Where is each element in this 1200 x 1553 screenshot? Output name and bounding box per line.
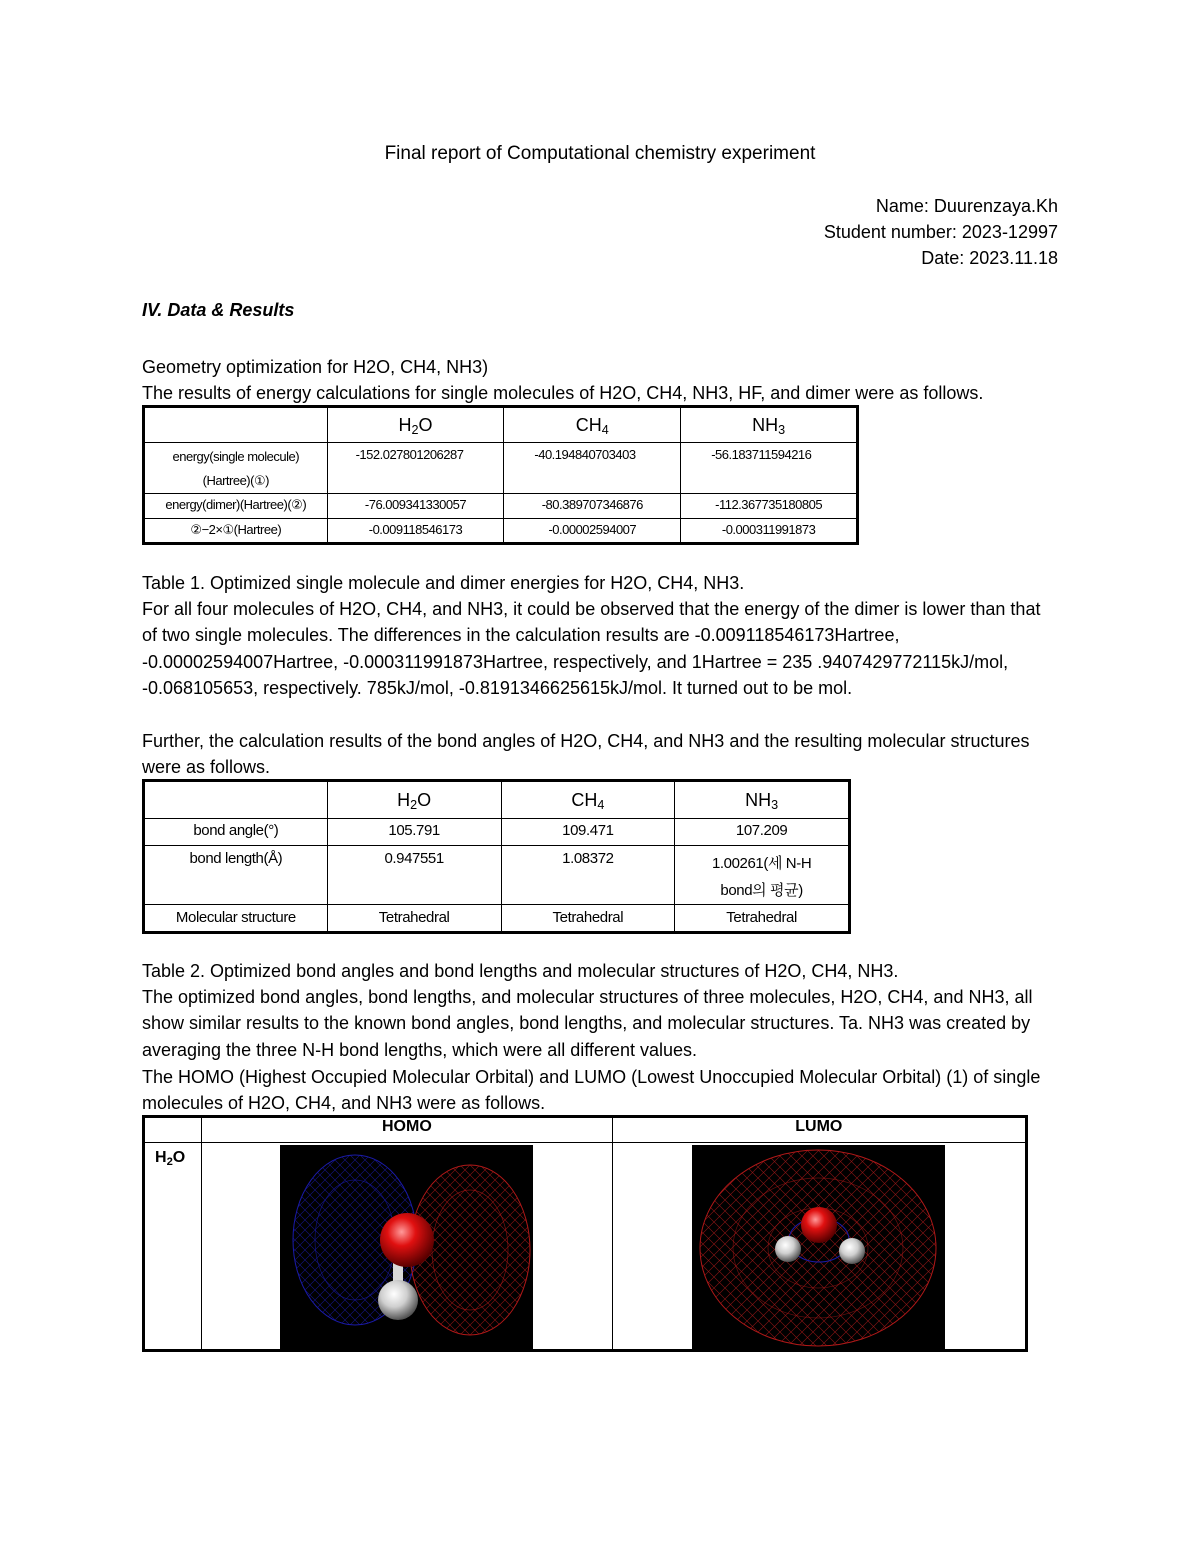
cell-value: -0.000311991873 — [681, 519, 858, 544]
hydrogen-atom — [839, 1238, 865, 1264]
hydrogen-atom — [775, 1236, 801, 1262]
bond-table-header — [144, 781, 850, 819]
lumo-orbital-render — [692, 1145, 945, 1351]
cell-value: -112.367735180805 — [681, 494, 858, 519]
table-row — [144, 819, 850, 846]
header-nh3: $NH_3$ — [681, 407, 858, 443]
table1-caption: Table 1. Optimized single molecule and dimer energies for H2O, CH4, NH3. — [142, 573, 745, 593]
header-ch4: $CH_4$ — [504, 407, 681, 443]
energy-table — [142, 405, 859, 545]
cell-value: -56.183711594216 — [681, 443, 858, 494]
table-row — [144, 905, 850, 933]
cell-value: 107.209 — [675, 819, 850, 846]
paragraph-4: The HOMO (Highest Occupied Molecular Orbital) and LUMO (Lowest Unoccupied Molecular Orbital) (1) of single molecules of H2O, CH4, and NH3 were as follows. — [142, 1067, 1041, 1114]
row-label: bond angle(°) — [144, 819, 328, 846]
section-heading: IV. Data & Results — [142, 300, 295, 320]
intro-line-1: Geometry optimization for H2O, CH4, NH3) — [142, 357, 489, 377]
cell-value: -0.009118546173 — [327, 519, 504, 544]
hydrogen-atom — [378, 1280, 418, 1320]
homo-orbital-render — [280, 1145, 533, 1351]
report-date: Date: 2023.11.18 — [921, 248, 1058, 268]
cell-value: -0.00002594007 — [504, 519, 681, 544]
cell-value: -40.194840703403 — [504, 443, 681, 494]
table-row — [144, 519, 858, 544]
header-empty — [144, 1117, 202, 1143]
paragraph-1: For all four molecules of H2O, CH4, and NH3, it could be observed that the energy of the dimer is lower than that of two single molecules. The differences in the calculation results are -0.009118546173Hartree, -0.00002594007Hartree, -0.000311991873Hartree, respectively, and 1Hartree = 235 .9407429772115kJ/mol, -0.068105653, respectively. 785kJ/mol, -0.8191346625615kJ/mol. It turned out to be mol. — [142, 599, 1041, 699]
row-label: energy(dimer)(Hartree)(②) — [144, 494, 328, 519]
lumo-lobe — [700, 1150, 936, 1346]
cell-value: 105.791 — [327, 819, 501, 846]
bond-table — [142, 779, 851, 934]
intro-line-2: The results of energy calculations for single molecules of H2O, CH4, NH3, HF, and dimer were as follows. — [142, 383, 984, 403]
table-row — [144, 494, 858, 519]
cell-value: Tetrahedral — [501, 905, 675, 933]
header-ch4: $CH_4$ — [501, 781, 675, 819]
cell-value: 1.00261(세 N-H bond의 평균) — [675, 846, 850, 905]
row-label: bond length(Å) — [144, 846, 328, 905]
paragraph-3: The optimized bond angles, bond lengths, and molecular structures of three molecules, H2O, CH4, and NH3, all show similar results to the known bond angles, bond lengths, and molecular structures. Ta. NH3 was created by averaging the three N-H bond lengths, which were all different values. — [142, 987, 1033, 1060]
cell-value: -152.027801206287 — [327, 443, 504, 494]
table-row — [144, 443, 858, 494]
header-homo: HOMO — [202, 1117, 612, 1143]
oxygen-atom — [380, 1213, 434, 1267]
header-h2o: $H_2O$ — [327, 407, 504, 443]
header-empty — [144, 781, 328, 819]
cell-value: 0.947551 — [327, 846, 501, 905]
header-empty — [144, 407, 328, 443]
orbital-table-header — [144, 1117, 1027, 1143]
cell-value: 109.471 — [501, 819, 675, 846]
energy-table-header — [144, 407, 858, 443]
table2-caption: Table 2. Optimized bond angles and bond lengths and molecular structures of H2O, CH4, NH3. — [142, 961, 899, 981]
paragraph-2: Further, the calculation results of the bond angles of H2O, CH4, and NH3 and the resulting molecular structures were as follows. — [142, 731, 1030, 778]
page-title: Final report of Computational chemistry experiment — [384, 143, 816, 164]
table-row — [144, 846, 850, 905]
row-label-h2o: $H_2O$ — [144, 1143, 202, 1351]
row-label: Molecular structure — [144, 905, 328, 933]
header-nh3: $NH_3$ — [675, 781, 850, 819]
header-h2o: $H_2O$ — [327, 781, 501, 819]
cell-value: Tetrahedral — [675, 905, 850, 933]
header-lumo: LUMO — [612, 1117, 1026, 1143]
homo-image — [280, 1145, 533, 1351]
oxygen-atom — [801, 1207, 837, 1243]
cell-value: Tetrahedral — [327, 905, 501, 933]
cell-value: -80.389707346876 — [504, 494, 681, 519]
row-label: ②−2×①(Hartree) — [144, 519, 328, 544]
lumo-image — [692, 1145, 945, 1351]
cell-value: -76.009341330057 — [327, 494, 504, 519]
row-label: energy(single molecule)(Hartree)(①) — [144, 443, 328, 494]
author-name: Name: Duurenzaya.Kh — [875, 196, 1058, 216]
cell-value: 1.08372 — [501, 846, 675, 905]
student-number: Student number: 2023-12997 — [823, 222, 1058, 242]
